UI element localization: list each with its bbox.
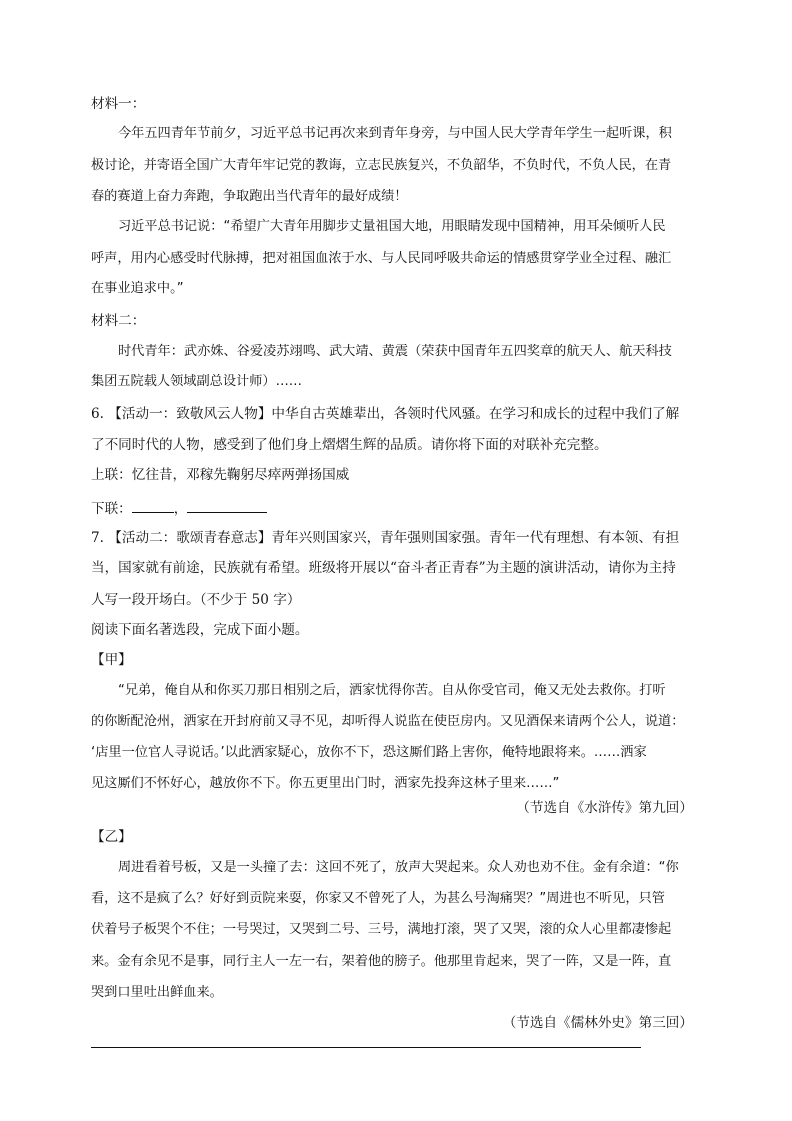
passage-yi-line1: 周进看着号板，又是一头撞了去：这回不死了，放声大哭起来。众人劝也劝不住。金有余道：“你	[118, 860, 679, 875]
material1-p2-line2: 呼声，用内心感受时代脉搏，把对祖国血浓于水、与人民同呼吸共命运的情感贯穿学业全过程、融汇	[91, 251, 672, 266]
material2-p1-line2: 集团五院载人领域副总设计师）……	[91, 374, 302, 389]
passage-jia-source: （节选自《水浒传》第九回）	[516, 800, 693, 816]
couplet-upper: 上联：忆往昔，邓稼先鞠躬尽瘁两弹扬国威	[91, 467, 350, 483]
passage-jia-line1: “兄弟，俺自从和你买刀那日相别之后，洒家忧得你苦。自从你受官司，俺又无处去救你。打听	[118, 683, 666, 698]
material2-p1-line1: 时代青年：武亦姝、谷爱凌苏翊鸣、武大靖、黄震（荣获中国青年五四奖章的航天人、航天科技	[118, 344, 672, 359]
couplet-lower	[91, 498, 267, 518]
couplet-lower-separator: ，	[173, 501, 188, 517]
question-7-line1: 7. 【活动二：歌颂青春意志】青年兴则国家兴，青年强则国家强。青年一代有理想、有本领、有担	[91, 530, 680, 546]
passage-yi-line4: 来。金有余见不是事，同行主人一左一右，架着他的膀子。他那里肯起来，哭了一阵，又是一阵，直	[91, 954, 672, 969]
passage-yi-source: （节选自《儒林外史》第三回）	[502, 1015, 693, 1031]
material1-p1-line1: 今年五四青年节前夕，习近平总书记再次来到青年身旁，与中国人民大学青年学生一起听课，积	[118, 126, 672, 141]
material1-p1-line2: 极讨论，并寄语全国广大青年牢记党的教诲，立志民族复兴，不负韶华，不负时代，不负人民，在青	[91, 158, 672, 173]
material1-p1-line3: 春的赛道上奋力奔跑，争取跑出当代青年的最好成绩！	[91, 189, 408, 204]
bottom-divider	[91, 1047, 641, 1048]
couplet-lower-label: 下联：	[91, 501, 132, 517]
passage-yi-line3: 伏着号子板哭个不住；一号哭过，又哭到二号、三号，满地打滚，哭了又哭，滚的众人心里都凄惨起	[91, 922, 672, 937]
question-7-line2: 当，国家就有前途，民族就有希望。班级将开展以“奋斗者正青春”为主题的演讲活动，请你为主持	[91, 560, 676, 576]
passage-jia-line4: 见这厮们不怀好心，越放你不下。你五更里出门时，洒家先投奔这林子里来……”	[91, 776, 560, 791]
question-6-line2: 了不同时代的人物，感受到了他们身上熠熠生辉的品质。请你将下面的对联补充完整。	[91, 437, 608, 453]
passage-jia-line2: 的你断配沧州，洒家在开封府前又寻不见，却听得人说监在使臣房内。又见酒保来请两个公人，说道：	[91, 714, 685, 729]
material2-heading: 材料二：	[91, 313, 146, 329]
answer-blank-2[interactable]	[187, 498, 267, 513]
passage-jia-label: 【甲】	[91, 652, 132, 668]
question-6-line1: 6. 【活动一：致敬风云人物】中华自古英雄辈出，各领时代风骚。在学习和成长的过程中我们了解	[91, 406, 680, 422]
reading-intro: 阅读下面名著选段，完成下面小题。	[91, 622, 309, 638]
question-7-line3: 人写一段开场白。（不少于 50 字）	[91, 592, 301, 608]
passage-yi-line2: 看，这不是疯了么？好好到贡院来耍，你家又不曾死了人，为甚么号淘痛哭？”周进也不听见，只管	[91, 891, 665, 906]
material1-p2-line3: 在事业追求中。”	[91, 281, 184, 296]
passage-jia-line3: ‘店里一位官人寻说话。’以此洒家疑心，放你不下，恐这厮们路上害你，俺特地跟将来。……洒家	[91, 745, 647, 760]
material1-p2-line1: 习近平总书记说：“希望广大青年用脚步丈量祖国大地，用眼睛发现中国精神，用耳朵倾听人民	[118, 219, 666, 234]
answer-blank-1[interactable]	[132, 498, 174, 513]
passage-yi-label: 【乙】	[91, 829, 132, 845]
passage-yi-line5: 哭到口里吐出鲜血来。	[91, 985, 223, 1000]
material1-heading: 材料一：	[91, 96, 146, 112]
